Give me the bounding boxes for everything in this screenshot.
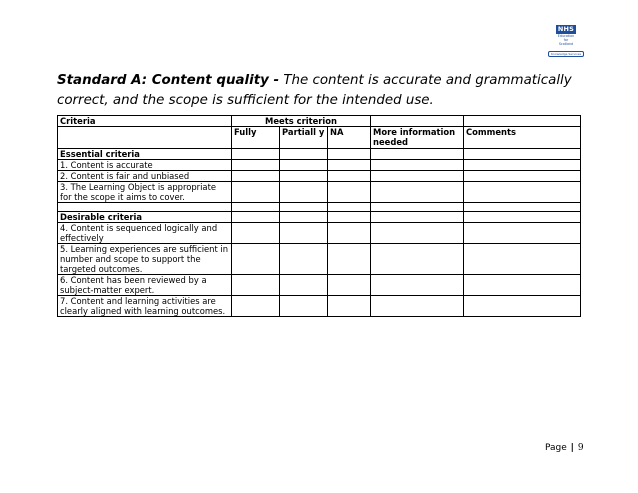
partially-header: Partiall y	[280, 127, 328, 149]
logo-subtitle	[558, 35, 574, 46]
table-row	[58, 244, 581, 275]
page-label: Page	[545, 443, 567, 453]
desirable-criteria-header: Desirable criteria	[58, 212, 232, 223]
criterion-3: 3. The Learning Object is appropriate for the scope it aims to cover.	[58, 182, 232, 203]
criteria-table	[57, 115, 581, 317]
logo-line-2: for	[563, 37, 569, 42]
logo-line-1: Education	[557, 34, 575, 38]
na-header: NA	[328, 127, 371, 149]
standard-title: Standard A: Content quality -	[57, 73, 280, 88]
table-row	[58, 171, 581, 182]
comments-header: Comments	[464, 127, 581, 149]
more-information-header: More information needed	[371, 127, 464, 149]
criterion-2: 2. Content is fair and unbiased	[58, 171, 232, 182]
logo-nhs-mark: NHS	[557, 25, 575, 33]
criterion-4: 4. Content is sequenced logically and effectively	[58, 223, 232, 244]
criterion-5: 5. Learning experiences are sufficient in number and scope to support the targeted outcomes.	[58, 244, 232, 275]
criteria-header: Criteria	[58, 116, 232, 127]
criterion-1: 1. Content is accurate	[58, 160, 232, 171]
nhs-education-scotland-logo	[551, 25, 581, 63]
table-row	[58, 275, 581, 296]
empty-header-cell	[464, 116, 581, 127]
section-row-essential	[58, 149, 581, 160]
empty-header-cell	[371, 116, 464, 127]
standard-description: The content is accurate and grammatically correct, and the scope is sufficient for the intended use.	[57, 73, 572, 108]
table-row	[58, 223, 581, 244]
table-row	[58, 296, 581, 317]
essential-criteria-header: Essential criteria	[58, 149, 232, 160]
empty-subheader-cell	[58, 127, 232, 149]
standard-heading	[57, 71, 587, 111]
criterion-6: 6. Content has been reviewed by a subject-matter expert.	[58, 275, 232, 296]
logo-line-3: Scotland	[558, 41, 574, 46]
section-row-desirable	[58, 212, 581, 223]
logo-tagline: Knowledge Services	[548, 51, 584, 57]
meets-criterion-header: Meets criterion	[232, 116, 371, 127]
table-header-row	[58, 116, 581, 127]
table-row	[58, 182, 581, 203]
fully-header: Fully	[232, 127, 280, 149]
page-footer	[545, 443, 584, 453]
page-number: 9	[577, 443, 584, 453]
table-row	[58, 160, 581, 171]
spacer-row	[58, 203, 581, 212]
page-separator: |	[570, 443, 574, 453]
table-subheader-row	[58, 127, 581, 149]
criterion-7: 7. Content and learning activities are clearly aligned with learning outcomes.	[58, 296, 232, 317]
